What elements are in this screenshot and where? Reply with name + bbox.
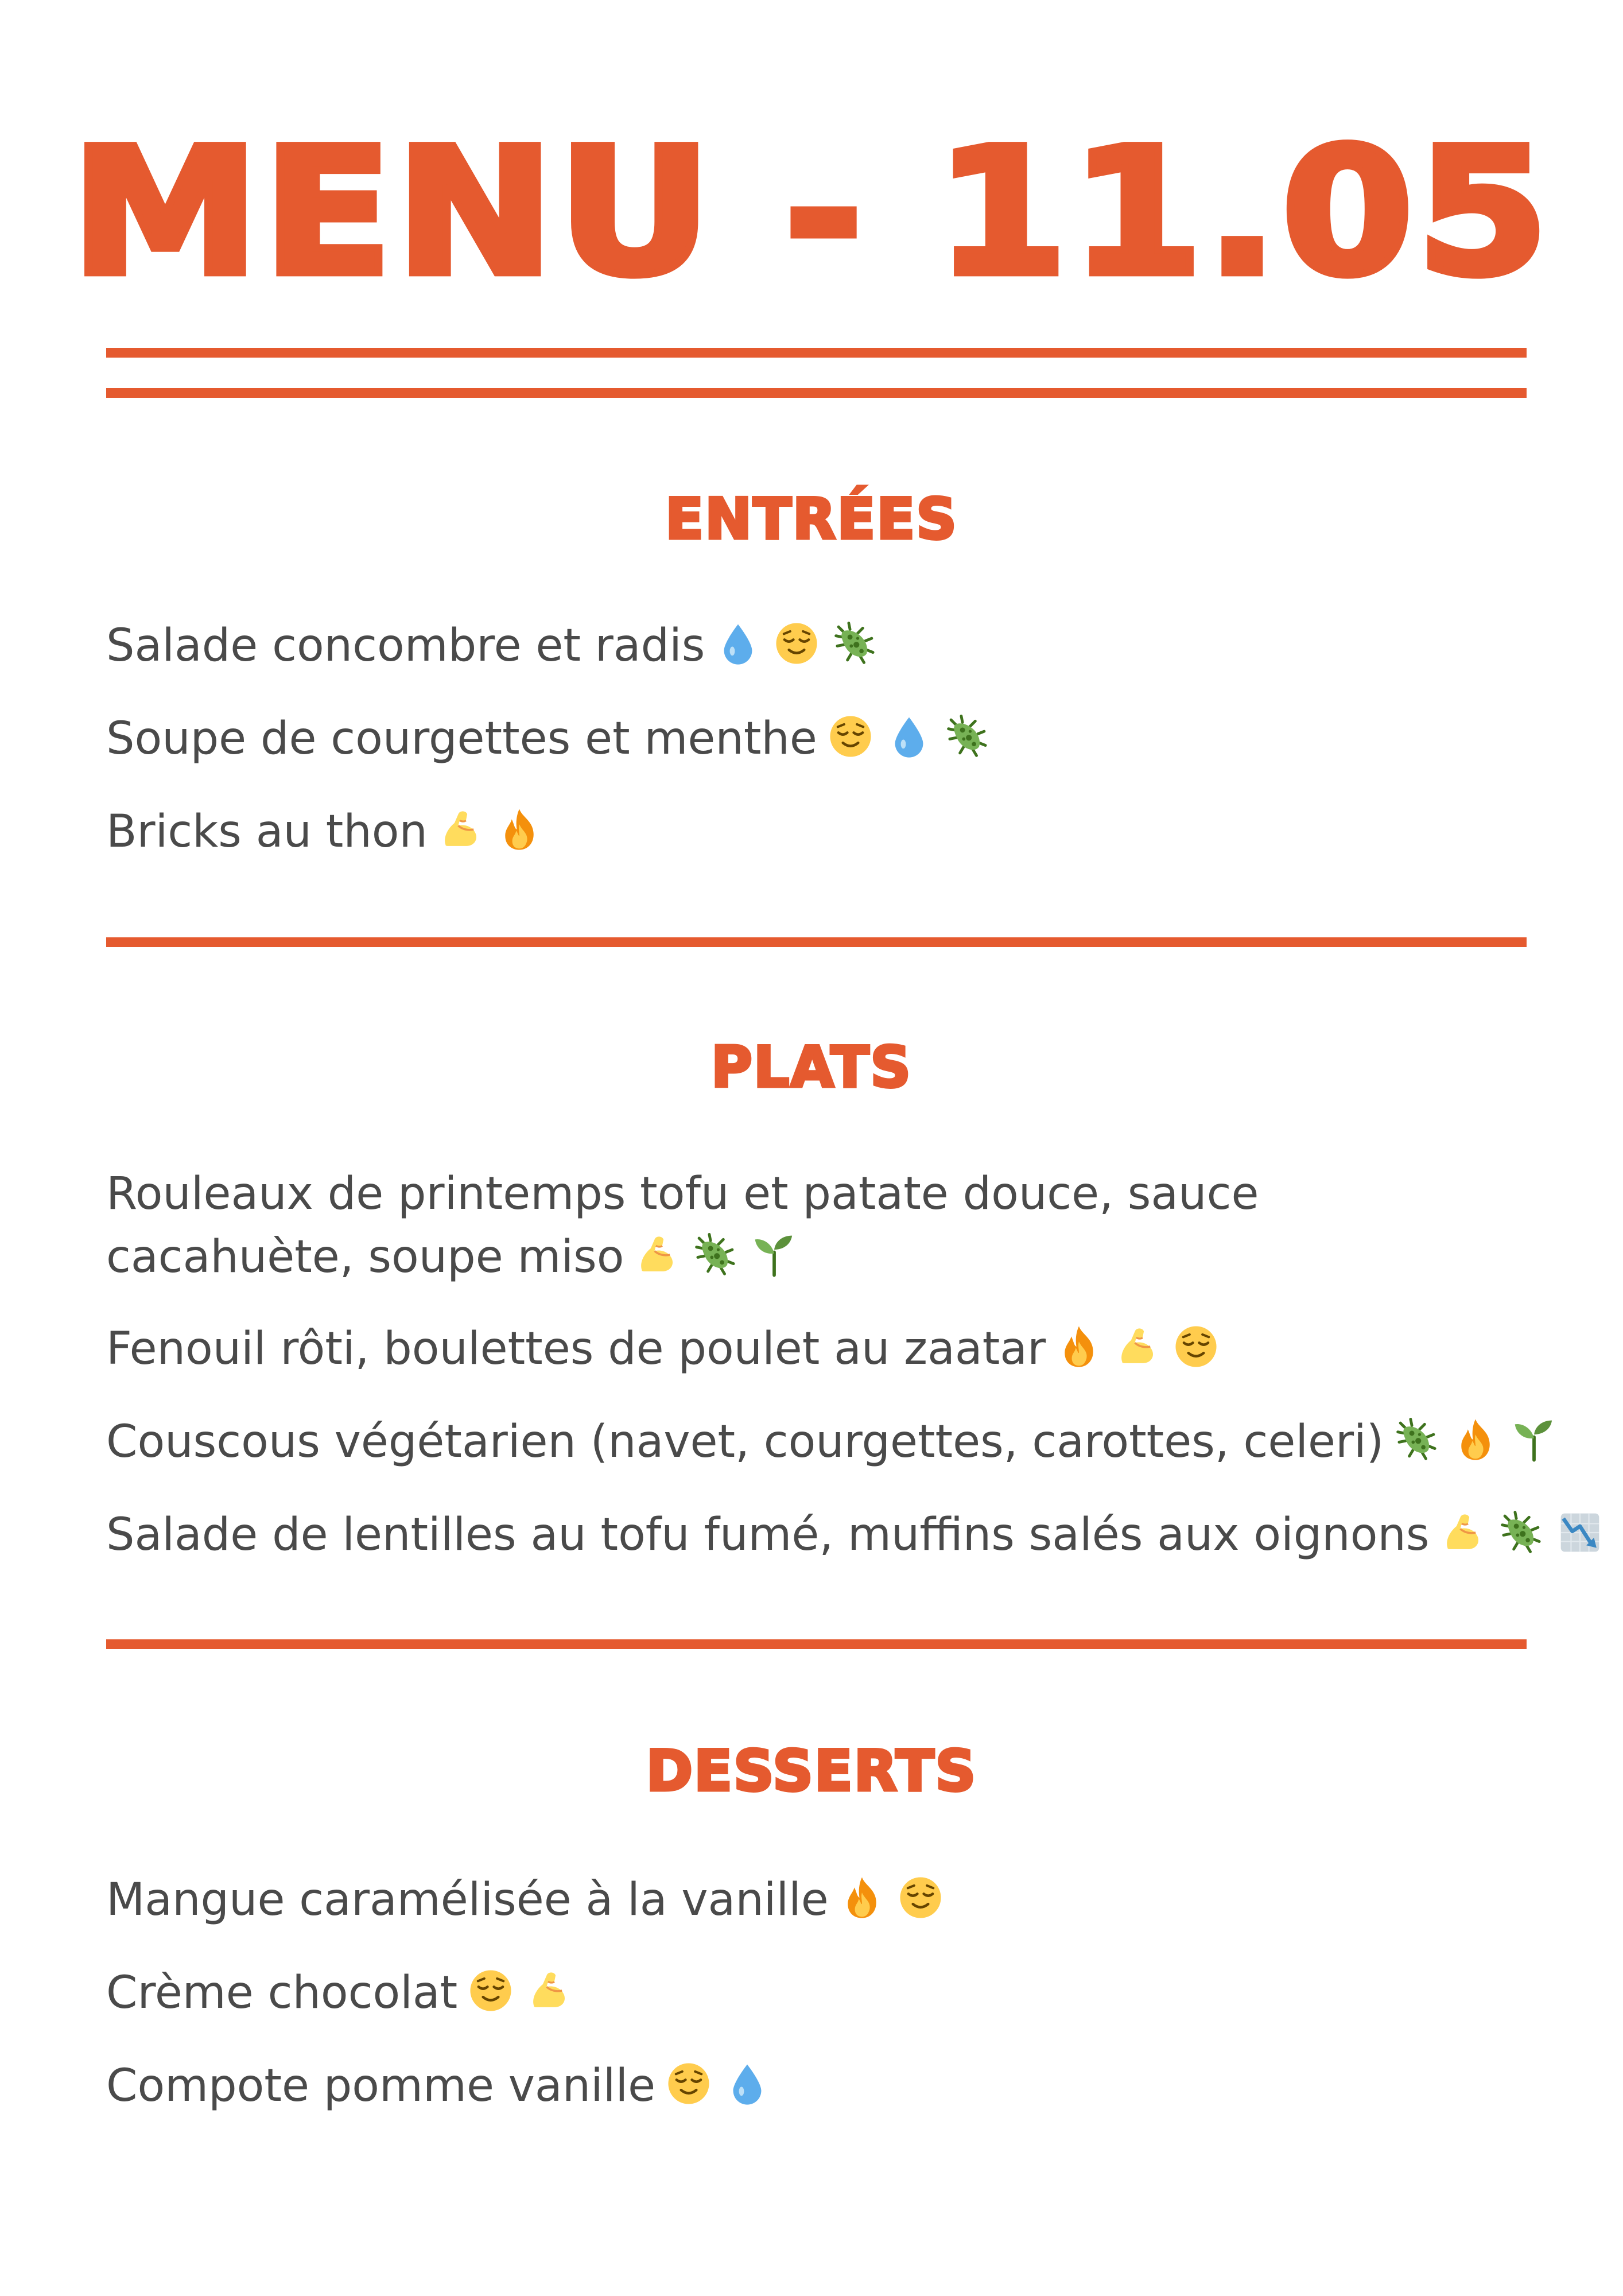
menu-item [106,1868,1575,1932]
menu-title: MENU - 11.05 [71,111,1552,314]
menu-item [106,707,1575,770]
menu-item [106,1317,1575,1380]
menu-item-text: Bricks au thon [106,806,428,858]
relieved-face-icon [666,2061,712,2107]
title-divider-top [106,348,1527,358]
menu-item-icons [828,713,991,759]
droplet-icon [724,2061,770,2107]
menu-item-icons [1056,1324,1219,1370]
droplet-icon [715,620,761,666]
relieved-face-icon [1173,1324,1219,1370]
droplet-icon [886,713,932,759]
menu-item-icons [1440,1510,1603,1556]
microbe-icon [832,620,878,666]
flexed-biceps-icon [634,1232,680,1278]
microbe-icon [1498,1510,1544,1556]
menu-item-text: Salade concombre et radis [106,620,705,672]
menu-item-text: Fenouil rôti, boulettes de poulet au zaatar [106,1323,1046,1375]
menu-item-icons [1394,1417,1557,1463]
section-divider [106,1639,1527,1649]
menu-item-icons [715,620,878,666]
section-divider [106,937,1527,947]
fire-icon [839,1875,885,1921]
title-divider-bottom [106,388,1527,398]
section-heading-plats: PLATS [711,1035,912,1100]
seedling-icon [751,1232,797,1278]
flexed-biceps-icon [526,1968,572,2014]
section-heading-entrees: ENTRÉES [665,487,958,552]
flexed-biceps-icon [438,806,484,852]
menu-item-icons [666,2061,770,2107]
menu-item [106,1162,1484,1289]
menu-item-icons [468,1968,572,2014]
menu-item-text: Salade de lentilles au tofu fumé, muffins salés aux oignons [106,1509,1430,1561]
fire-icon [1453,1417,1498,1463]
menu-item-icons [438,806,542,852]
menu-item [106,1503,1575,1566]
microbe-icon [945,713,991,759]
fire-icon [496,806,542,852]
chart-decreasing-icon [1557,1510,1603,1556]
flexed-biceps-icon [1115,1324,1160,1370]
menu-item [106,2054,1575,2117]
section-heading-desserts: DESSERTS [646,1739,977,1804]
relieved-face-icon [774,620,820,666]
menu-item-text: Crème chocolat [106,1967,458,2019]
microbe-icon [693,1232,739,1278]
flexed-biceps-icon [1440,1510,1486,1556]
seedling-icon [1511,1417,1557,1463]
fire-icon [1056,1324,1102,1370]
menu-item [106,1410,1575,1473]
relieved-face-icon [468,1968,514,2014]
menu-item-text: Compote pomme vanille [106,2060,656,2112]
relieved-face-icon [898,1875,943,1921]
menu-item-text: Couscous végétarien (navet, courgettes, carottes, celeri) [106,1416,1384,1468]
menu-item-icons [839,1875,943,1921]
menu-item-text: Mangue caramélisée à la vanille [106,1874,829,1926]
relieved-face-icon [828,713,873,759]
menu-item [106,614,1575,677]
menu-item [106,800,1575,863]
menu-item-icons [634,1232,797,1278]
microbe-icon [1394,1417,1440,1463]
menu-item-text: Soupe de courgettes et menthe [106,713,817,765]
menu-item-text: Rouleaux de printemps tofu et patate douce, sauce cacahuète, soupe miso [106,1168,1259,1283]
menu-item [106,1961,1575,2024]
